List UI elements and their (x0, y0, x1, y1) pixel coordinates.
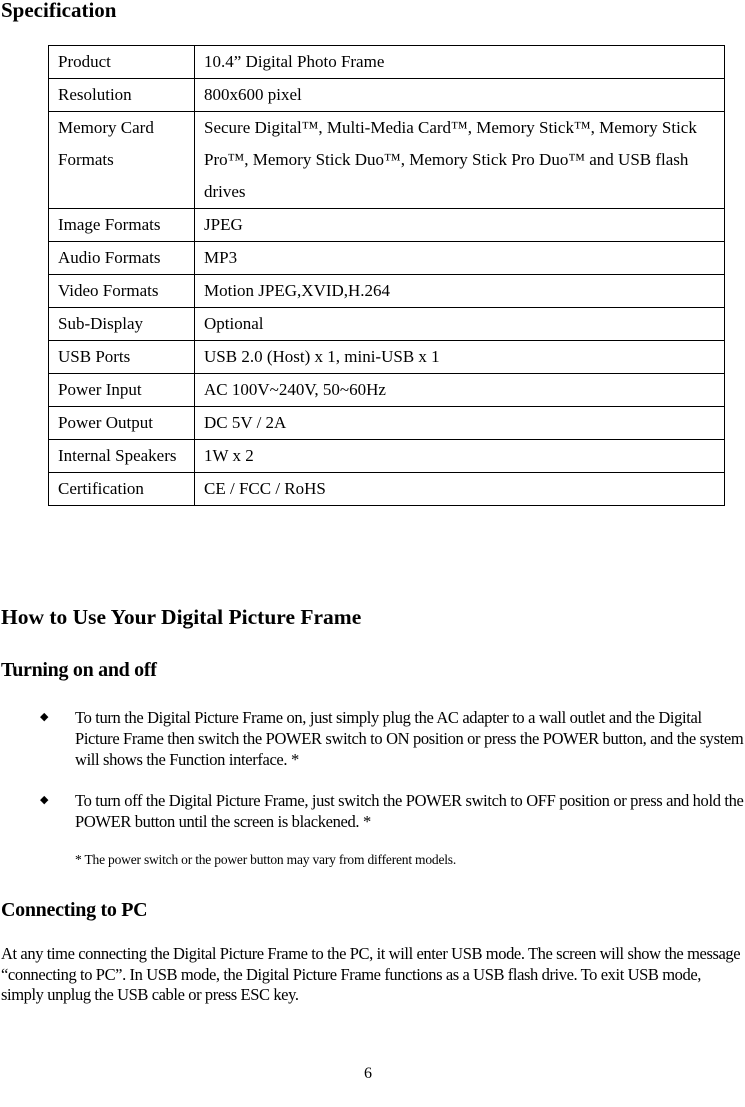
specification-heading: Specification (1, 0, 117, 22)
spec-label: Power Output (49, 407, 195, 440)
specification-table (48, 45, 725, 506)
spec-label: Memory Card Formats (49, 112, 195, 209)
spec-value: JPEG (195, 209, 725, 242)
diamond-bullet-icon: ◆ (40, 794, 49, 806)
spec-label: Product (49, 46, 195, 79)
bullet-text: To turn the Digital Picture Frame on, just simply plug the AC adapter to a wall outlet and the Digital Picture Frame then switch the POWER switch to ON position or press the POWER button, and the system will shows the Function interface. * (75, 708, 744, 769)
connecting-paragraph: At any time connecting the Digital Picture Frame to the PC, it will enter USB mode. The screen will show the message “connecting to PC”. In USB mode, the Digital Picture Frame functions as a USB flash drive. To exit USB mode, simply unplug the USB cable or press ESC key. (1, 944, 741, 1004)
table-row (49, 473, 725, 506)
spec-label: USB Ports (49, 341, 195, 374)
diamond-bullet-icon: ◆ (40, 711, 49, 723)
spec-value: MP3 (195, 242, 725, 275)
how-to-use-heading: How to Use Your Digital Picture Frame (1, 605, 362, 629)
footnote: * The power switch or the power button may vary from different models. (75, 852, 457, 867)
bullet-text: To turn off the Digital Picture Frame, just switch the POWER switch to OFF position or press and hold the POWER button until the screen is blackened. * (75, 791, 744, 831)
spec-label: Audio Formats (49, 242, 195, 275)
table-row (49, 112, 725, 209)
spec-label: Internal Speakers (49, 440, 195, 473)
spec-label: Power Input (49, 374, 195, 407)
table-row (49, 79, 725, 112)
spec-label: Resolution (49, 79, 195, 112)
spec-label: Sub-Display (49, 308, 195, 341)
table-row (49, 308, 725, 341)
spec-value: CE / FCC / RoHS (195, 473, 725, 506)
table-row (49, 407, 725, 440)
spec-value: DC 5V / 2A (195, 407, 725, 440)
spec-value: 10.4” Digital Photo Frame (195, 46, 725, 79)
table-row (49, 440, 725, 473)
table-row (49, 242, 725, 275)
spec-label: Image Formats (49, 209, 195, 242)
spec-value: Secure Digital™, Multi-Media Card™, Memory Stick™, Memory Stick Pro™, Memory Stick Duo™, Memory Stick Pro Duo™ and USB flash drives (195, 112, 725, 209)
table-row (49, 275, 725, 308)
spec-value: Optional (195, 308, 725, 341)
spec-value: 800x600 pixel (195, 79, 725, 112)
table-row (49, 46, 725, 79)
table-row (49, 209, 725, 242)
turning-on-off-heading: Turning on and off (1, 659, 157, 681)
spec-label: Video Formats (49, 275, 195, 308)
spec-label: Certification (49, 473, 195, 506)
spec-value: Motion JPEG,XVID,H.264 (195, 275, 725, 308)
spec-value: USB 2.0 (Host) x 1, mini-USB x 1 (195, 341, 725, 374)
table-row (49, 341, 725, 374)
spec-value: 1W x 2 (195, 440, 725, 473)
connecting-to-pc-heading: Connecting to PC (1, 899, 148, 921)
table-row (49, 374, 725, 407)
spec-value: AC 100V~240V, 50~60Hz (195, 374, 725, 407)
page-number: 6 (364, 1065, 372, 1082)
